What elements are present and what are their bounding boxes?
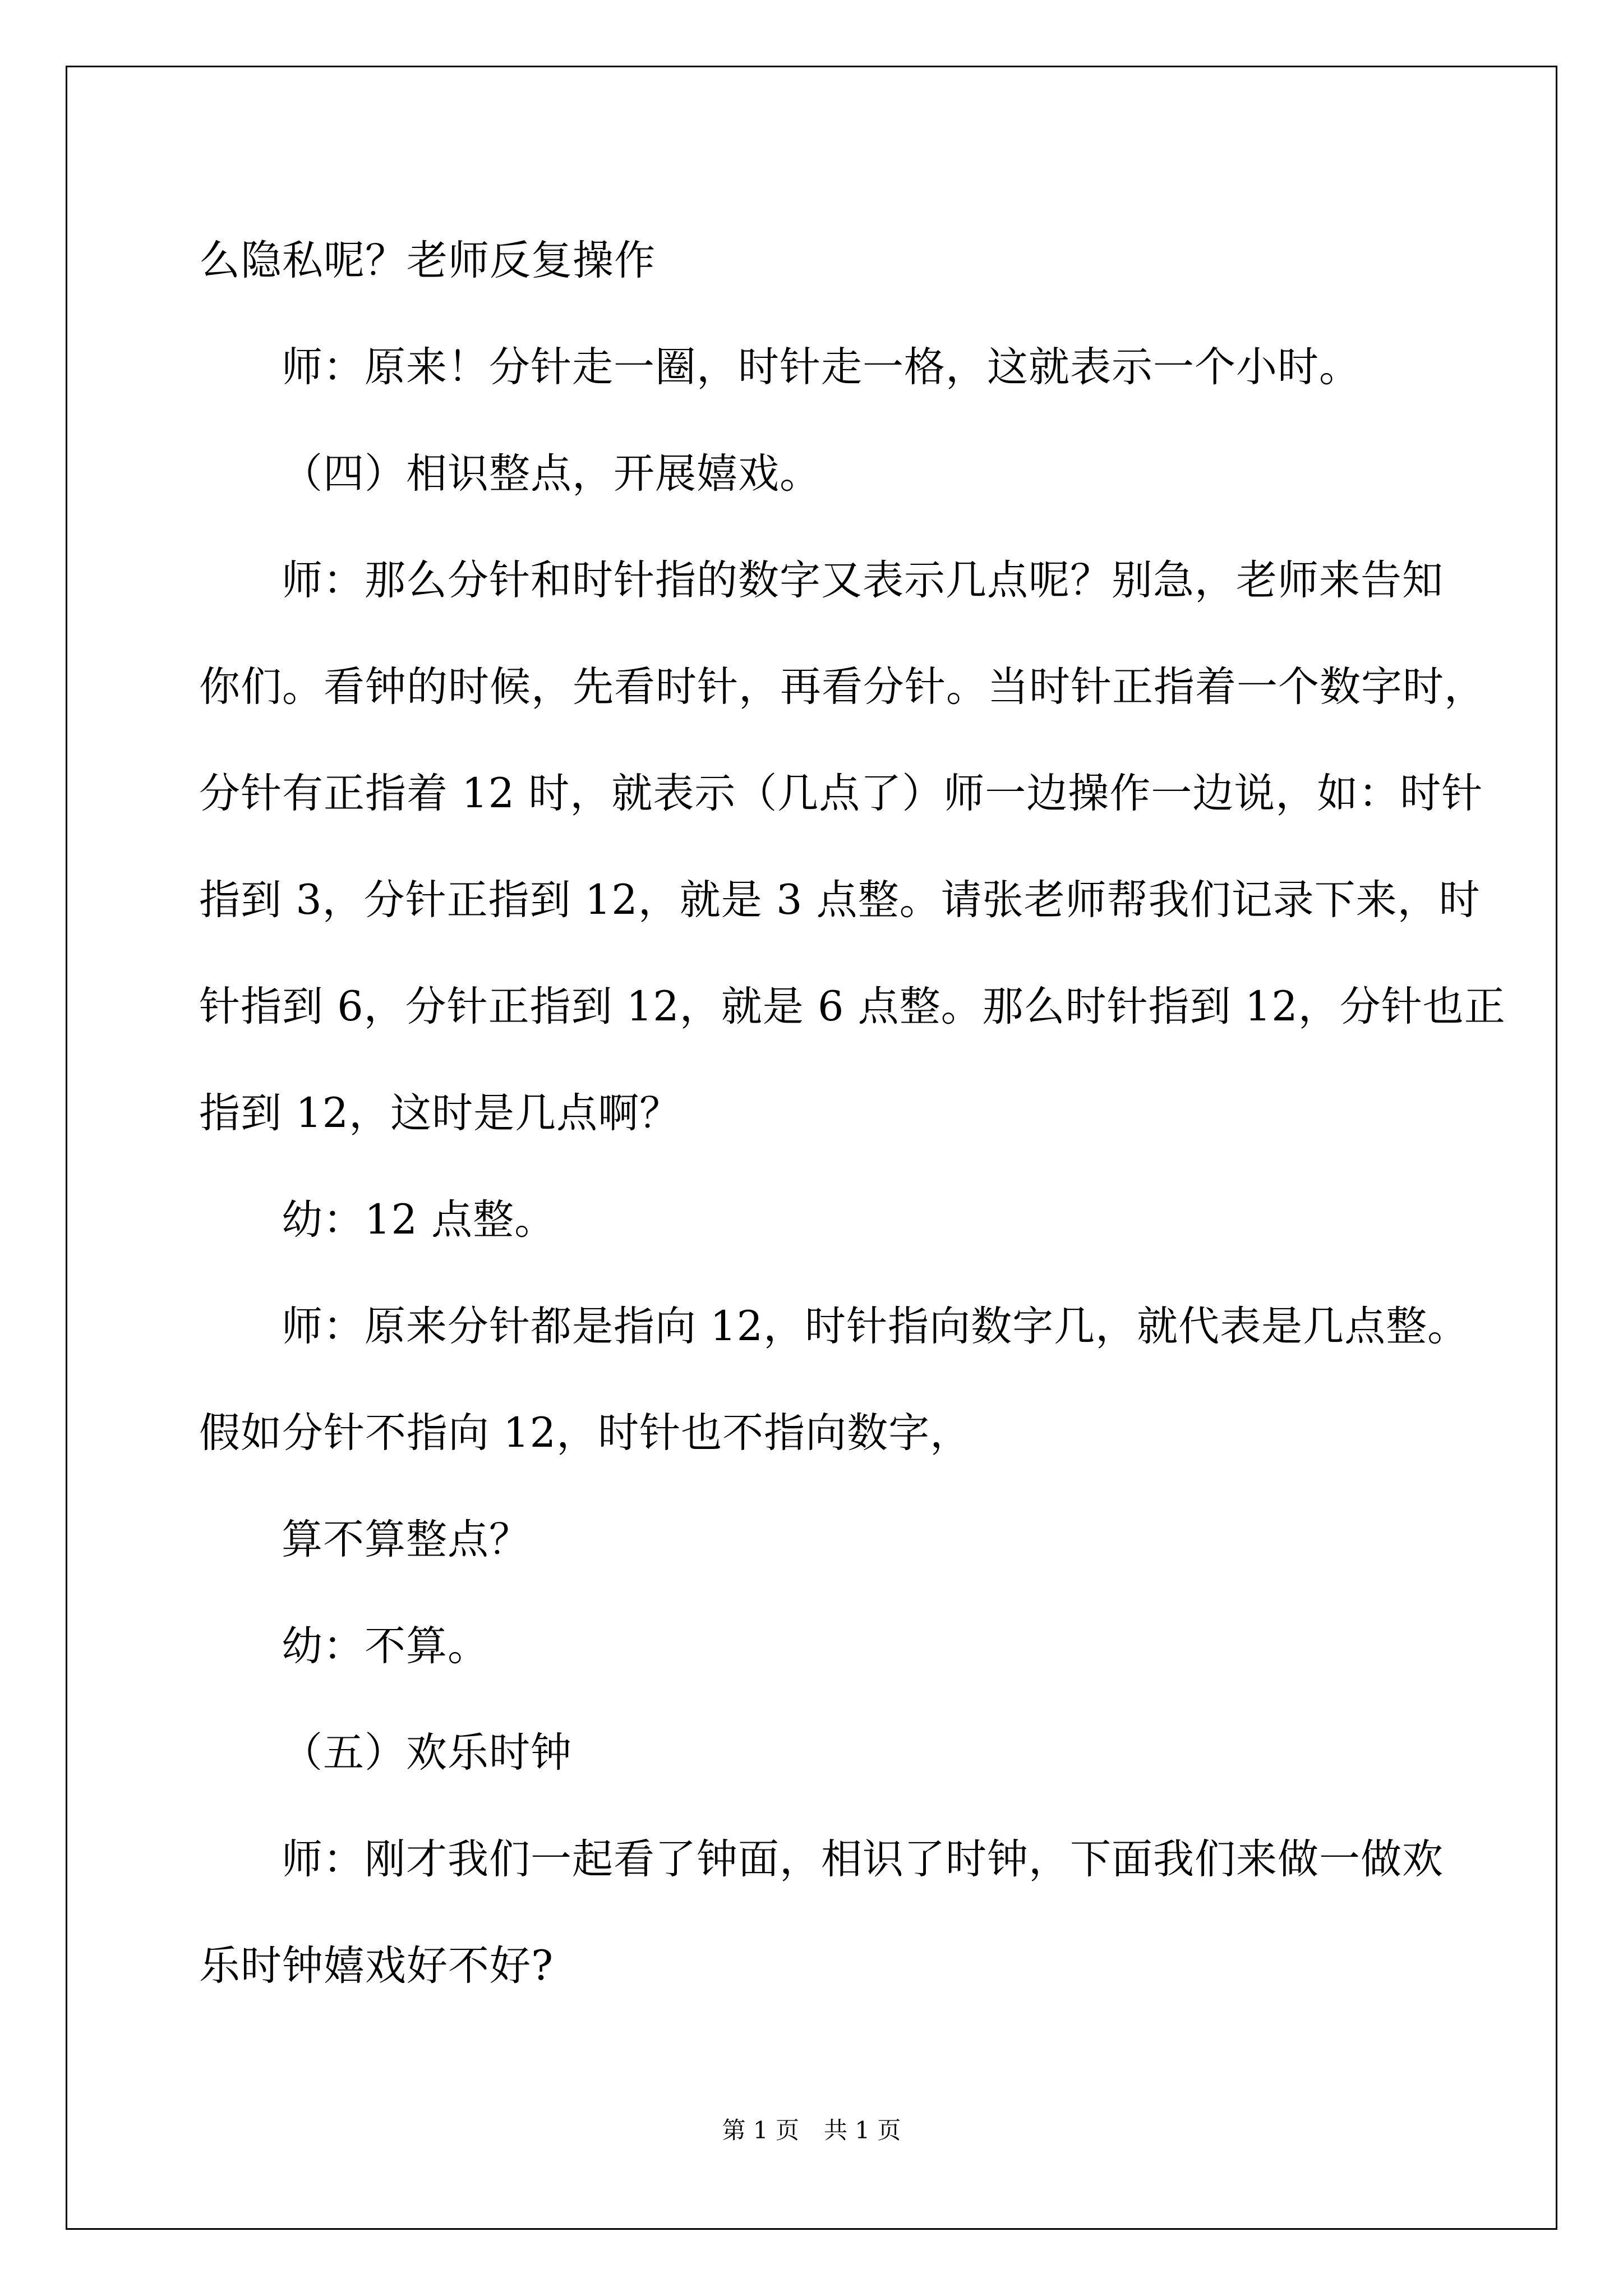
text-line-1: 么隐私呢？老师反复操作	[199, 237, 656, 284]
text-line-14: 幼：不算。	[282, 1622, 489, 1670]
section-heading-4: （四）相识整点，开展嬉戏。	[282, 450, 821, 498]
page-total: 共 1 页	[824, 2116, 901, 2144]
text-line-9: 指到 12，这时是几点啊？	[199, 1089, 681, 1137]
text-line-7: 指到 3，分针正指到 12，就是 3 点整。请张老师帮我们记录下来，时	[199, 876, 1481, 924]
text-line-10: 幼：12 点整。	[282, 1196, 556, 1244]
text-line-5: 你们。看钟的时候，先看时针，再看分针。当时针正指着一个数字时，	[199, 663, 1486, 711]
page-footer	[0, 2112, 1623, 2146]
text-line-6: 分针有正指着 12 时，就表示（几点了）师一边操作一边说，如：时针	[199, 770, 1483, 817]
document-body	[199, 208, 1506, 2019]
section-heading-5: （五）欢乐时钟	[282, 1729, 572, 1777]
text-line-16: 师：刚才我们一起看了钟面，相识了时钟，下面我们来做一做欢	[282, 1835, 1444, 1883]
page-number: 第 1 页	[722, 2116, 799, 2144]
text-line-2: 师：原来！分针走一圈，时针走一格，这就表示一个小时。	[282, 343, 1361, 391]
text-line-13: 算不算整点？	[282, 1516, 531, 1563]
text-line-4: 师：那么分针和时针指的数字又表示几点呢？别急，老师来告知	[282, 556, 1444, 604]
text-line-8: 针指到 6，分针正指到 12，就是 6 点整。那么时针指到 12，分针也正	[199, 983, 1506, 1030]
text-line-12: 假如分针不指向 12，时针也不指向数字，	[199, 1409, 972, 1457]
text-line-11: 师：原来分针都是指向 12，时针指向数字几，就代表是几点整。	[282, 1303, 1469, 1350]
text-line-17: 乐时钟嬉戏好不好?	[199, 1942, 554, 1990]
